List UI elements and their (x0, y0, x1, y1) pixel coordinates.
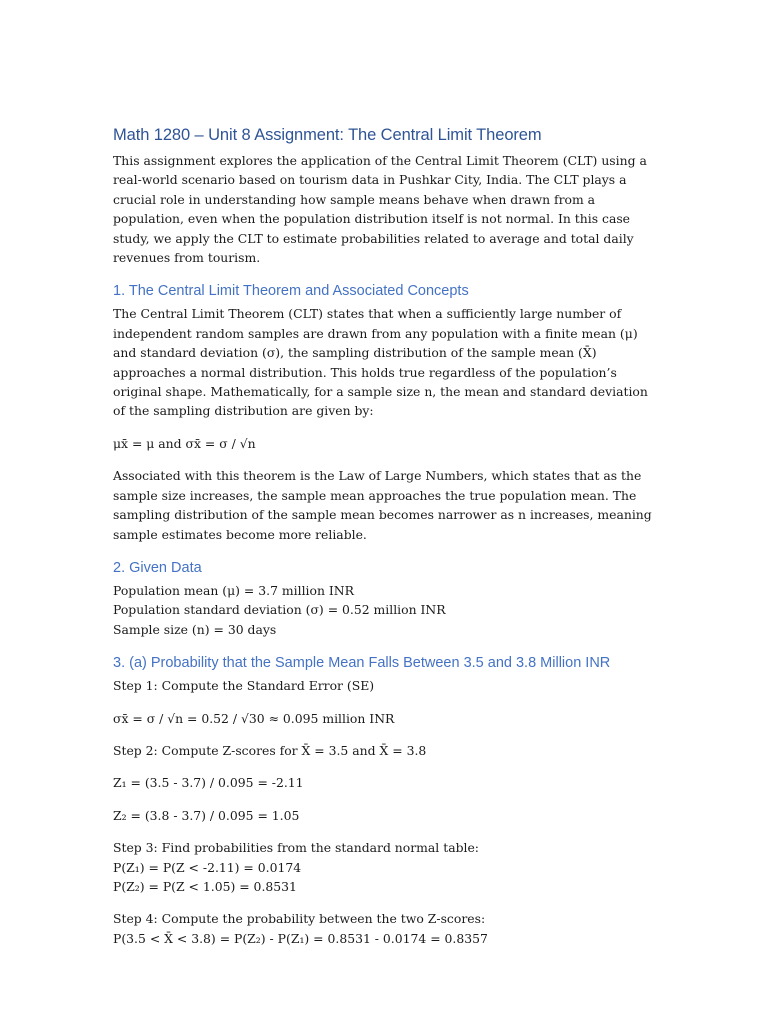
section-2-heading: 2. Given Data (113, 559, 202, 576)
clt-definition-paragraph: The Central Limit Theorem (CLT) states that when a sufficiently large number of independent random samples are drawn from any population with a finite mean (μ) and standard deviation (σ), the sampling distribution of the sample mean (X̄) approaches a normal distribution. This holds true regardless of the population’s original shape. Mathematically, for a sample size n, the mean and standard deviation of the sampling distribution are given by: (113, 306, 648, 419)
intro-paragraph: This assignment explores the application of the Central Limit Theorem (CLT) using a real-world scenario based on tourism data in Pushkar City, India. The CLT plays a crucial role in understanding how sample means behave when drawn from a population, even when the population distribution itself is not normal. In this case study, we apply the CLT to estimate probabilities related to average and total daily revenues from tourism. (113, 153, 647, 266)
probability-z1: P(Z₁) = P(Z < -2.11) = 0.0174 (113, 859, 302, 875)
step-2-text: Step 2: Compute Z-scores for X̄ = 3.5 and X̄ = 3.8 (113, 742, 427, 758)
law-of-large-numbers-paragraph: Associated with this theorem is the Law of Large Numbers, which states that as the sample size increases, the sample mean approaches the true population mean. The sampling distribution of the sample mean becomes narrower as n increases, meaning sample estimates become more reliable. (113, 468, 652, 542)
step-4-text: Step 4: Compute the probability between the two Z-scores: (113, 911, 486, 927)
section-1-heading: 1. The Central Limit Theorem and Associated Concepts (113, 283, 469, 300)
standard-error-formula: σx̄ = σ / √n = 0.52 / √30 ≈ 0.095 million INR (113, 710, 395, 726)
clt-formula: μx̄ = μ and σx̄ = σ / √n (113, 435, 256, 451)
document-title: Math 1280 – Unit 8 Assignment: The Central Limit Theorem (113, 126, 542, 144)
probability-z2: P(Z₂) = P(Z < 1.05) = 0.8531 (113, 878, 297, 894)
section-3-heading: 3. (a) Probability that the Sample Mean Falls Between 3.5 and 3.8 Million INR (113, 655, 611, 672)
given-population-mean: Population mean (μ) = 3.7 million INR (113, 582, 354, 598)
step-1-text: Step 1: Compute the Standard Error (SE) (113, 678, 375, 694)
z1-formula: Z₁ = (3.5 - 3.7) / 0.095 = -2.11 (113, 775, 304, 791)
given-sample-size: Sample size (n) = 30 days (113, 621, 277, 637)
final-probability: P(3.5 < X̄ < 3.8) = P(Z₂) - P(Z₁) = 0.8531 - 0.0174 = 0.8357 (113, 930, 488, 946)
step-3-text: Step 3: Find probabilities from the standard normal table: (113, 840, 479, 856)
given-population-sd: Population standard deviation (σ) = 0.52 million INR (113, 602, 446, 618)
document-content (113, 120, 653, 948)
z2-formula: Z₂ = (3.8 - 3.7) / 0.095 = 1.05 (113, 807, 300, 823)
